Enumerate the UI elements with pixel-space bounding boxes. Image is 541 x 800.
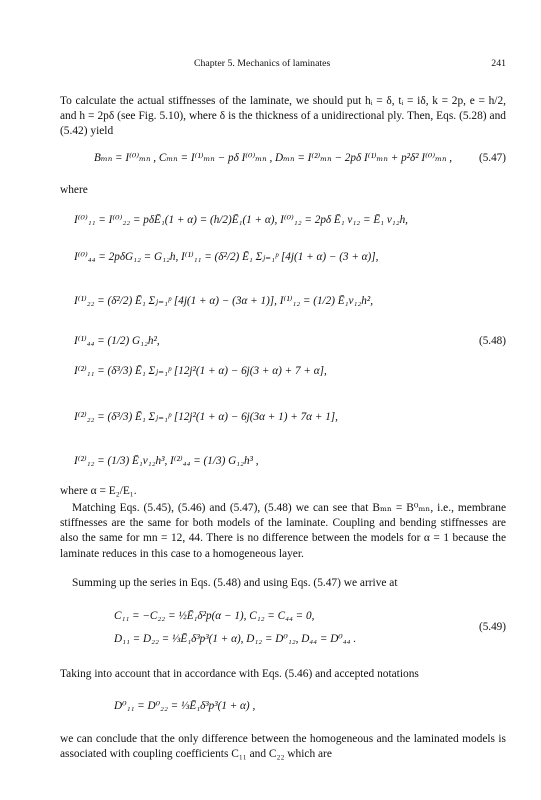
equation-number-5-49: (5.49) xyxy=(478,621,506,633)
chapter-title: Chapter 5. Mechanics of laminates xyxy=(194,58,331,69)
eq-5-48-l3: I⁽¹⁾₂₂ = (δ²/2) Ē₁ Σⱼ₌₁ᵖ [4j(1 + α) − (3α + 1)], I⁽¹⁾₁₂ = (1/2) Ē₁ν₁₂h², xyxy=(74,295,373,307)
equation-number-5-47: (5.47) xyxy=(478,152,506,164)
paragraph-conclude: we can conclude that the only difference between the homogeneous and the laminated models is associated with coupling coefficients C₁₁ and C₂₂ which are xyxy=(60,733,506,761)
eq-5-49-l1: C₁₁ = −C₂₂ = ½Ē₁δ²p(α − 1), C₁₂ = C₄₄ = 0, xyxy=(114,610,315,622)
eq-5-48-l2: I⁽⁰⁾₄₄ = 2pδG₁₂ = G₁₂h, I⁽¹⁾₁₁ = (δ²/2) Ē₁ Σⱼ₌₁ᵖ [4j(1 + α) − (3 + α)], xyxy=(74,251,379,263)
paragraph-summing: Summing up the series in Eqs. (5.48) and using Eqs. (5.47) we arrive at xyxy=(72,577,398,589)
running-header xyxy=(60,58,506,74)
paragraph-taking-into-account: Taking into account that in accordance with Eqs. (5.46) and accepted notations xyxy=(60,668,419,680)
equation-5-47-body: Bₘₙ = I⁽⁰⁾ₘₙ , Cₘₙ = I⁽¹⁾ₘₙ − pδ I⁽⁰⁾ₘₙ , Dₘₙ = I⁽²⁾ₘₙ − 2pδ I⁽¹⁾ₘₙ + p²δ² I⁽⁰⁾ₘₙ , xyxy=(94,152,453,164)
eq-5-48-l1: I⁽⁰⁾₁₁ = I⁽⁰⁾₂₂ = pδĒ₁(1 + α) = (h/2)Ē₁(1 + α), I⁽⁰⁾₁₂ = 2pδ Ē₁ ν₁₂ = Ē₁ ν₁₂h, xyxy=(74,214,408,226)
eq-5-49-l2: D₁₁ = D₂₂ = ⅓Ē₁δ³p³(1 + α), D₁₂ = D⁰₁₂, D₄₄ = D⁰₄₄ . xyxy=(114,633,357,645)
eq-5-48-l6: I⁽²⁾₂₂ = (δ³/3) Ē₁ Σⱼ₌₁ᵖ [12j²(1 + α) − 6j(3α + 1) + 7α + 1], xyxy=(74,411,338,423)
equation-number-5-48: (5.48) xyxy=(478,335,506,347)
eq-5-48-l7: I⁽²⁾₁₂ = (1/3) Ē₁ν₁₂h³, I⁽²⁾₄₄ = (1/3) G₁₂h³ , xyxy=(74,455,259,467)
where-alpha: where α = E₂/E₁. xyxy=(60,485,137,497)
paragraph-intro: To calculate the actual stiffnesses of the laminate, we should put hᵢ = δ, tᵢ = iδ, k = 2p, e = h/2, and h = 2pδ (see Fig. 5.10), where δ is the thickness of a unidirectional ply. Then, Eqs. (5.28) and (5.42) yield xyxy=(60,95,506,138)
eq-d0-body: D⁰₁₁ = D⁰₂₂ = ⅓Ē₁δ³p³(1 + α) , xyxy=(114,700,256,712)
page-number: 241 xyxy=(491,58,506,69)
where-label: where xyxy=(60,184,88,196)
paragraph-matching: Matching Eqs. (5.45), (5.46) and (5.47), (5.48) we can see that Bₘₙ = B⁰ₘₙ, i.e., membrane stiffnesses are the same for both models of the laminate. Coupling and bending stiffnesses are also the same for mn = 12, 44. There is no difference between the models for α = 1 because the laminate reduces in this case to a homogeneous layer. xyxy=(60,502,506,560)
eq-5-48-l4: I⁽¹⁾₄₄ = (1/2) G₁₂h², xyxy=(74,335,160,347)
eq-5-48-l5: I⁽²⁾₁₁ = (δ³/3) Ē₁ Σⱼ₌₁ᵖ [12j²(1 + α) − 6j(3 + α) + 7 + α], xyxy=(74,365,327,377)
